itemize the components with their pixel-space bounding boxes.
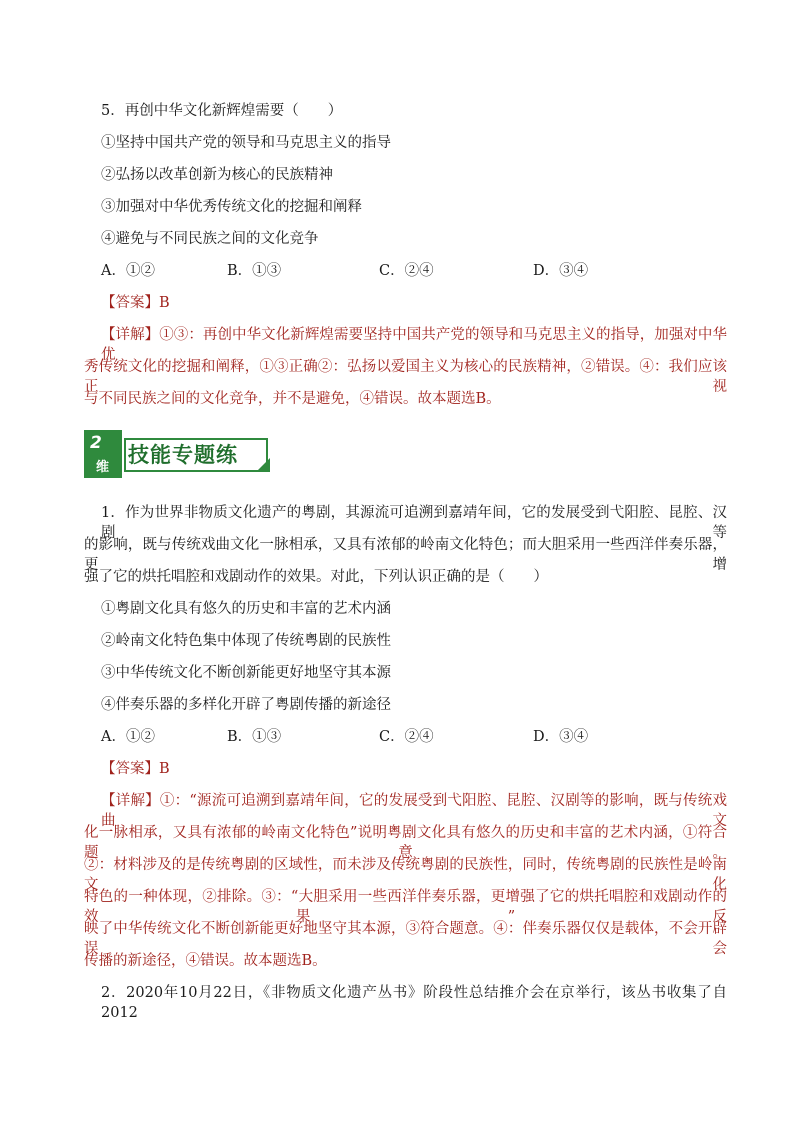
- q1-detail-line-1: 【详解】①：“源流可追溯到嘉靖年间，它的发展受到弋阳腔、昆腔、汉剧等的影响，既与传统戏曲文: [101, 793, 727, 829]
- q5-option-a: A．①②: [101, 263, 155, 279]
- q1-detail-line-4: 特色的一种体现，②排除。③：“大胆采用一些西洋伴奏乐器，更增强了它的烘托唱腔和戏剧动作的效果”反: [84, 889, 727, 925]
- q1-option-b: B．①③: [227, 729, 282, 745]
- q5-item-1: ①坚持中国共产党的领导和马克思主义的指导: [101, 135, 391, 151]
- q1-item-4: ④伴奏乐器的多样化开辟了粤剧传播的新途径: [101, 697, 391, 713]
- q1-stem-line-1: 1．作为世界非物质文化遗产的粤剧，其源流可追溯到嘉靖年间，它的发展受到弋阳腔、昆腔、汉剧等: [101, 505, 727, 541]
- section-badge: [84, 430, 122, 478]
- section-badge-number: 2: [90, 433, 102, 453]
- q1-detail-line-2: 化一脉相承，又具有浓郁的岭南文化特色”说明粤剧文化具有悠久的历史和丰富的艺术内涵，①符合题意。: [84, 825, 727, 861]
- q1-detail-line-3: ②：材料涉及的是传统粤剧的区域性，而未涉及传统粤剧的民族性，同时，传统粤剧的民族性是岭南文化: [84, 857, 727, 893]
- q5-option-d: D．③④: [533, 263, 589, 279]
- q1-option-c: C．②④: [379, 729, 434, 745]
- q1-stem-line-3: 强了它的烘托唱腔和戏剧动作的效果。对此，下列认识正确的是（ ）: [84, 569, 548, 585]
- q5-detail-line-3: 与不同民族之间的文化竞争，并不是避免，④错误。故本题选B。: [84, 391, 501, 407]
- q5-answer: 【答案】B: [101, 295, 170, 311]
- q1-item-2: ②岭南文化特色集中体现了传统粤剧的民族性: [101, 633, 391, 649]
- q5-detail-line-2: 秀传统文化的挖掘和阐释，①③正确②：弘扬以爱国主义为核心的民族精神，②错误。④：我们应该正视: [84, 359, 727, 395]
- q1-option-d: D．③④: [533, 729, 589, 745]
- q5-option-b: B．①③: [227, 263, 282, 279]
- section-title: 技能专题练: [128, 443, 238, 467]
- q2-stem: 2．2020年10月22日，《非物质文化遗产丛书》阶段性总结推介会在京举行，该丛书收集了自2012: [101, 985, 727, 1021]
- q1-item-1: ①粤剧文化具有悠久的历史和丰富的艺术内涵: [101, 601, 391, 617]
- section-banner: [84, 430, 280, 478]
- q5-item-3: ③加强对中华优秀传统文化的挖掘和阐释: [101, 199, 362, 215]
- section-corner-decoration: [256, 458, 270, 472]
- q1-item-3: ③中华传统文化不断创新能更好地坚守其本源: [101, 665, 391, 681]
- q1-stem-line-2: 的影响，既与传统戏曲文化一脉相承，又具有浓郁的岭南文化特色；而大胆采用一些西洋伴奏乐器，更增: [84, 537, 727, 573]
- q1-answer: 【答案】B: [101, 761, 170, 777]
- q5-option-c: C．②④: [379, 263, 434, 279]
- section-badge-char: 维: [96, 460, 110, 475]
- q1-option-a: A．①②: [101, 729, 155, 745]
- q5-item-4: ④避免与不同民族之间的文化竞争: [101, 231, 319, 247]
- q1-detail-line-5: 映了中华传统文化不断创新能更好地坚守其本源，③符合题意。④：伴奏乐器仅仅是载体，不会开辟误会: [84, 921, 727, 957]
- q5-detail-line-1: 【详解】①③：再创中华文化新辉煌需要坚持中国共产党的领导和马克思主义的指导，加强对中华优: [101, 327, 727, 363]
- q1-detail-line-6: 传播的新途径，④错误。故本题选B。: [84, 953, 327, 969]
- q5-item-2: ②弘扬以改革创新为核心的民族精神: [101, 167, 333, 183]
- q5-stem: 5．再创中华文化新辉煌需要（ ）: [101, 103, 343, 119]
